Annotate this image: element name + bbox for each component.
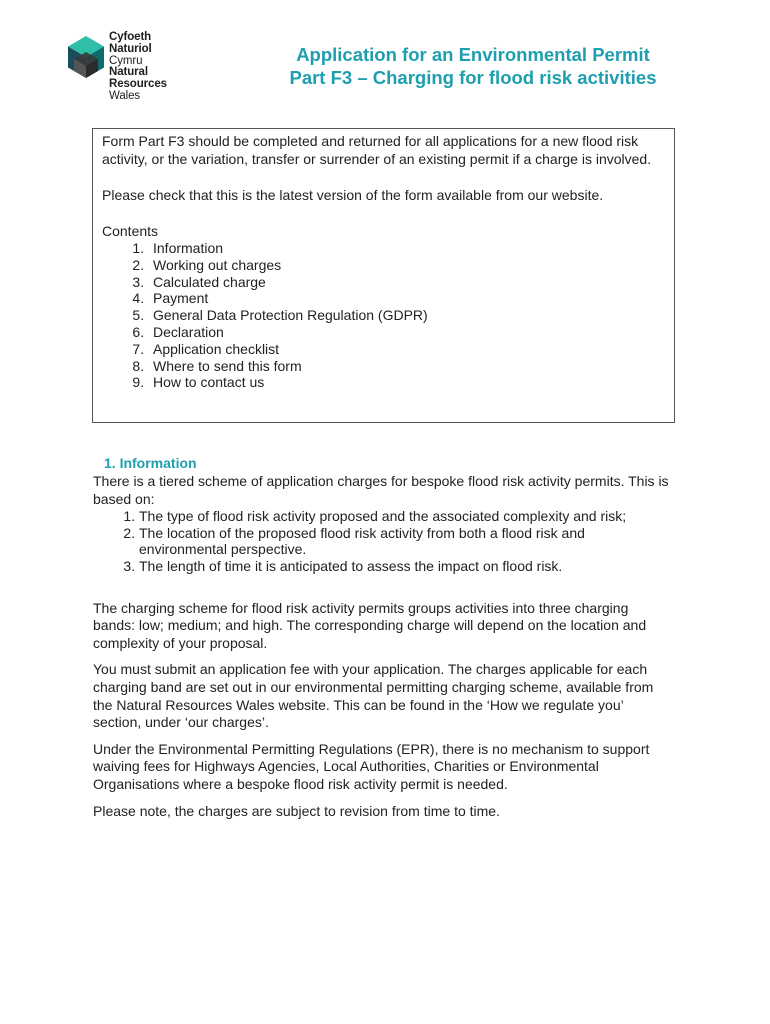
contents-heading: Contents — [102, 223, 159, 239]
title-line-1: Application for an Environmental Permit — [296, 44, 650, 65]
intro-box — [92, 128, 675, 423]
logo-text-wales: Wales — [109, 89, 141, 102]
logo-text-naturiol: Naturiol — [109, 42, 152, 55]
section-intro: There is a tiered scheme of application charges for bespoke flood risk activity permits. This is based on: — [93, 473, 669, 507]
contents-item: 8. Where to send this form — [148, 358, 665, 375]
section-information — [93, 454, 673, 820]
logo-text-cymru: Cymru — [109, 54, 143, 67]
list-item: 3. The length of time it is anticipated to assess the impact on flood risk. — [139, 558, 673, 575]
nrw-logo — [66, 32, 186, 106]
contents-list — [102, 240, 665, 391]
logo-text-cyfoeth: Cyfoeth — [109, 31, 152, 43]
contents-item: 2. Working out charges — [148, 257, 665, 274]
fee-waiver-paragraph: Under the Environmental Permitting Regulations (EPR), there is no mechanism to support waiving fees for Highways Agencies, Local Authorities, Charities or Environmental Organisations where a bespoke flood risk activity permit is needed. — [93, 740, 650, 792]
contents-item: 7. Application checklist — [148, 341, 665, 358]
contents-item: 3. Calculated charge — [148, 274, 665, 291]
list-item: 1. The type of flood risk activity proposed and the associated complexity and risk; — [139, 508, 673, 525]
logo-text-natural: Natural — [109, 66, 148, 79]
nrw-hexagon-icon — [66, 35, 106, 79]
contents-item: 6. Declaration — [148, 324, 665, 341]
application-fee-paragraph: You must submit an application fee with your application. The charges applicable for each charging band are set out in our environmental permitting charging scheme, available from the Natural Resources Wales website. This can be found in the ‘How we regulate you’ section, under ‘our charges’. — [93, 661, 654, 731]
intro-paragraph: Form Part F3 should be completed and returned for all applications for a new flood risk activity, or the variation, transfer or surrender of an existing permit if a charge is involved. — [102, 133, 652, 167]
charge-basis-list — [93, 508, 673, 574]
list-item: 2. The location of the proposed flood risk activity from both a flood risk and environmental perspective. — [139, 525, 673, 558]
document-title — [248, 43, 698, 89]
contents-item: 1. Information — [148, 240, 665, 257]
title-line-2: Part F3 – Charging for flood risk activities — [289, 67, 657, 88]
section-heading: 1. Information — [104, 455, 197, 471]
logo-text-resources: Resources — [109, 78, 167, 91]
contents-item: 4. Payment — [148, 290, 665, 307]
contents-item: 5. General Data Protection Regulation (GDPR) — [148, 307, 665, 324]
charging-bands-paragraph: The charging scheme for flood risk activity permits groups activities into three charging bands: low; medium; and high. The corresponding charge will depend on the location and complexity of your proposal. — [93, 599, 647, 651]
contents-item: 9. How to contact us — [148, 374, 665, 391]
version-check-paragraph: Please check that this is the latest version of the form available from our website. — [102, 187, 604, 203]
revision-note-paragraph: Please note, the charges are subject to revision from time to time. — [93, 802, 500, 819]
